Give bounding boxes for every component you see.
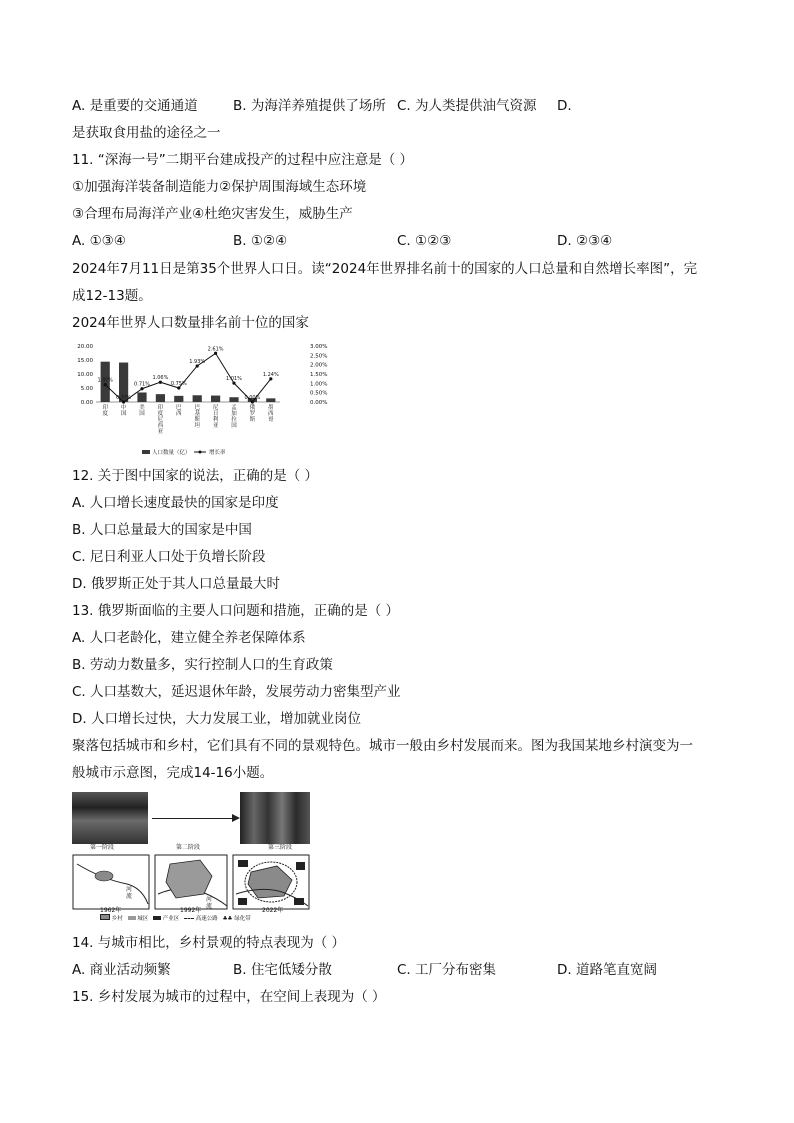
industry-3	[238, 898, 247, 905]
x-tick-label-char: 加	[231, 411, 237, 417]
map-panel-1	[73, 855, 149, 909]
q10-option-d-continued: 是获取食用盐的途径之一	[72, 125, 221, 141]
q13-option-b: B. 劳动力数量多，实行控制人口的生育政策	[72, 657, 333, 673]
legend-highway-swatch	[184, 918, 194, 919]
bar-尼日利亚	[211, 396, 220, 402]
q11-option-d: D. ②③④	[557, 233, 613, 249]
intro-12-13-line-1: 2024年7月11日是第35个世界人口日。读“2024年世界排名前十的国家的人口总量和自然增长率图”，完	[72, 261, 698, 277]
stage-1-label: 第一阶段	[90, 844, 115, 851]
x-tick-label-char: 西	[176, 411, 182, 417]
population-chart	[72, 340, 328, 460]
stage-2-label: 第二阶段	[176, 844, 201, 851]
q11-line-1: ①加强海洋装备制造能力②保护周围海域生态环境	[72, 179, 367, 195]
industry-2	[296, 862, 305, 870]
x-tick-label-char: 罗	[249, 411, 256, 417]
stage-maps	[72, 854, 312, 912]
growth-rate-label: 1.0?%	[97, 377, 113, 384]
year-1: 1962年	[100, 907, 122, 914]
year-3: 2022年	[262, 907, 284, 914]
legend-industry: 产业区	[162, 916, 180, 922]
q13-stem: 13. 俄罗斯面临的主要人口问题和措施，正确的是（ ）	[72, 603, 400, 619]
legend-urban: 城区	[137, 916, 149, 922]
y-right-tick-label: 0.50%	[310, 390, 328, 397]
q14-stem: 14. 与城市相比，乡村景观的特点表现为（ ）	[72, 935, 346, 951]
q11-option-c: C. ①②③	[397, 233, 452, 249]
intro-14-16-line-1: 聚落包括城市和乡村，它们具有不同的景观特色。城市一般由乡村发展而来。图为我国某地乡村演变为一	[72, 738, 693, 754]
x-tick-label-char: 国	[231, 423, 237, 429]
stage-1-photo	[72, 792, 148, 844]
y-right-tick-label: 1.00%	[310, 381, 328, 388]
industry-4	[294, 898, 304, 905]
x-tick-label-char: 基	[194, 411, 200, 417]
growth-rate-label: 0.00%	[244, 395, 261, 401]
x-tick-label-char: 亚	[212, 423, 219, 429]
x-tick-label-char: 日	[212, 411, 219, 417]
stage-3-label: 第三阶段	[268, 844, 293, 851]
legend-village: 乡村	[111, 916, 123, 922]
y-right-tick-label: 2.50%	[310, 353, 328, 360]
x-tick-label-char: 拉	[231, 417, 237, 423]
legend-bar-swatch	[142, 450, 150, 454]
growth-rate-label: 0.??%	[116, 395, 132, 401]
q12-option-c: C. 尼日利亚人口处于负增长阶段	[72, 549, 266, 565]
industry-1	[238, 860, 248, 867]
x-tick-label-char: 孟	[231, 405, 237, 411]
y-right-tick-label: 3.00%	[310, 344, 328, 350]
q13-option-a: A. 人口老龄化，建立健全养老保障体系	[72, 630, 306, 646]
x-tick-label-char: 巴	[194, 405, 200, 411]
x-tick-label-char: 度	[157, 411, 164, 417]
x-tick-label-char: 印	[102, 405, 108, 411]
x-tick-label-char: 斯	[249, 417, 256, 423]
y-right-tick-label: 0.00%	[310, 400, 328, 406]
q12-stem: 12. 关于图中国家的说法，正确的是（ ）	[72, 468, 319, 484]
y-left-tick-label: 10.00	[77, 372, 93, 378]
q14-option-a: A. 商业活动频繁	[72, 962, 171, 978]
stage-arrow	[152, 818, 232, 819]
legend-line-label: 增长率	[209, 450, 226, 456]
q14-option-d: D. 道路笔直宽阔	[557, 962, 657, 978]
river-label-2: 河流	[206, 896, 213, 910]
x-tick-label-char: 印	[157, 405, 164, 411]
intro-12-13-line-2: 成12-13题。	[72, 288, 152, 304]
legend-green: 绿化带	[234, 916, 251, 922]
q13-option-c: C. 人口基数大，延迟退休年龄，发展劳动力密集型产业	[72, 684, 401, 700]
q10-option-b: B. 为海洋养殖提供了场所	[233, 98, 386, 114]
x-tick-label-char: 西	[157, 423, 164, 429]
village-1	[95, 871, 113, 881]
growth-rate-label: 1.24%	[262, 371, 279, 378]
river-label-1: 河流	[126, 886, 133, 900]
growth-rate-label: 1.93%	[189, 358, 206, 365]
q10-option-a: A. 是重要的交通通道	[72, 98, 198, 114]
growth-rate-label: 0.75%	[170, 381, 187, 387]
q11-option-b: B. ①②④	[233, 233, 288, 249]
bar-孟加拉国	[229, 397, 238, 402]
legend-urban-swatch	[128, 916, 136, 920]
stage-3-photo	[240, 792, 310, 844]
growth-rate-label: 2.61%	[207, 346, 224, 353]
legend-industry-swatch	[153, 916, 161, 920]
x-tick-label-char: 中	[120, 405, 127, 411]
x-tick-label-char: 斯	[194, 417, 200, 423]
x-tick-label-char: 尼	[157, 417, 164, 423]
q15-stem: 15. 乡村发展为城市的过程中，在空间上表现为（ ）	[72, 989, 386, 1005]
x-tick-label-char: 哥	[268, 417, 274, 423]
y-right-tick-label: 1.50%	[310, 372, 328, 378]
bar-巴西	[174, 396, 183, 402]
legend-line-dot	[199, 451, 202, 454]
year-2: 1992年	[180, 907, 202, 914]
x-tick-label-char: 利	[212, 417, 219, 423]
chart-caption: 2024年世界人口数量排名前十位的国家	[72, 315, 309, 331]
q11-option-a: A. ①③④	[72, 233, 126, 249]
growth-rate-label: 1.01%	[226, 376, 242, 383]
q12-option-b: B. 人口总量最大的国家是中国	[72, 522, 252, 538]
q11-line-2: ③合理布局海洋产业④杜绝灾害发生，威胁生产	[72, 206, 353, 222]
figure-legend	[100, 914, 251, 923]
q13-option-d: D. 人口增长过快，大力发展工业，增加就业岗位	[72, 711, 361, 727]
y-left-tick-label: 20.00	[77, 344, 93, 350]
x-tick-label-char: 墨	[268, 405, 274, 411]
legend-village-swatch	[100, 914, 110, 920]
x-tick-label-char: 西	[268, 411, 274, 417]
q14-option-c: C. 工厂分布密集	[397, 962, 497, 978]
q10-option-d: D.	[557, 98, 572, 114]
bar-巴基斯坦	[193, 395, 202, 402]
x-tick-label-char: 尼	[212, 405, 219, 411]
q10-option-c: C. 为人类提供油气资源	[397, 98, 537, 114]
legend-bar-label: 人口数量（亿）	[152, 450, 191, 456]
legend-green-swatch: ♣♣	[222, 916, 233, 922]
y-left-tick-label: 0.00	[80, 400, 93, 406]
bar-美国	[137, 392, 146, 402]
x-tick-label-char: 国	[139, 411, 145, 417]
x-tick-label-char: 巴	[176, 405, 182, 411]
x-tick-label-char: 坦	[194, 423, 200, 429]
x-tick-label-char: 国	[120, 411, 127, 417]
q14-option-b: B. 住宅低矮分散	[233, 962, 332, 978]
intro-14-16-line-2: 般城市示意图，完成14-16小题。	[72, 765, 274, 781]
y-left-tick-label: 5.00	[80, 386, 93, 392]
x-tick-label-char: 亚	[157, 429, 164, 435]
x-tick-label-char: 美	[139, 405, 145, 411]
growth-rate-label: 1.06%	[152, 375, 169, 382]
evolution-figure	[72, 792, 312, 922]
q12-option-a: A. 人口增长速度最快的国家是印度	[72, 495, 279, 511]
y-right-tick-label: 2.00%	[310, 362, 328, 369]
stage-arrow-head	[232, 814, 240, 822]
legend-highway: 高速公路	[195, 916, 218, 922]
q11-stem: 11. “深海一号”二期平台建成投产的过程中应注意是（ ）	[72, 152, 414, 168]
x-tick-label-char: 俄	[249, 405, 256, 411]
y-left-tick-label: 15.00	[77, 358, 93, 364]
growth-rate-label: 0.71%	[134, 381, 150, 388]
bar-印度尼西亚	[156, 394, 165, 402]
bar-墨西哥	[266, 398, 275, 402]
q12-option-d: D. 俄罗斯正处于其人口总量最大时	[72, 576, 280, 592]
x-tick-label-char: 度	[102, 411, 108, 417]
